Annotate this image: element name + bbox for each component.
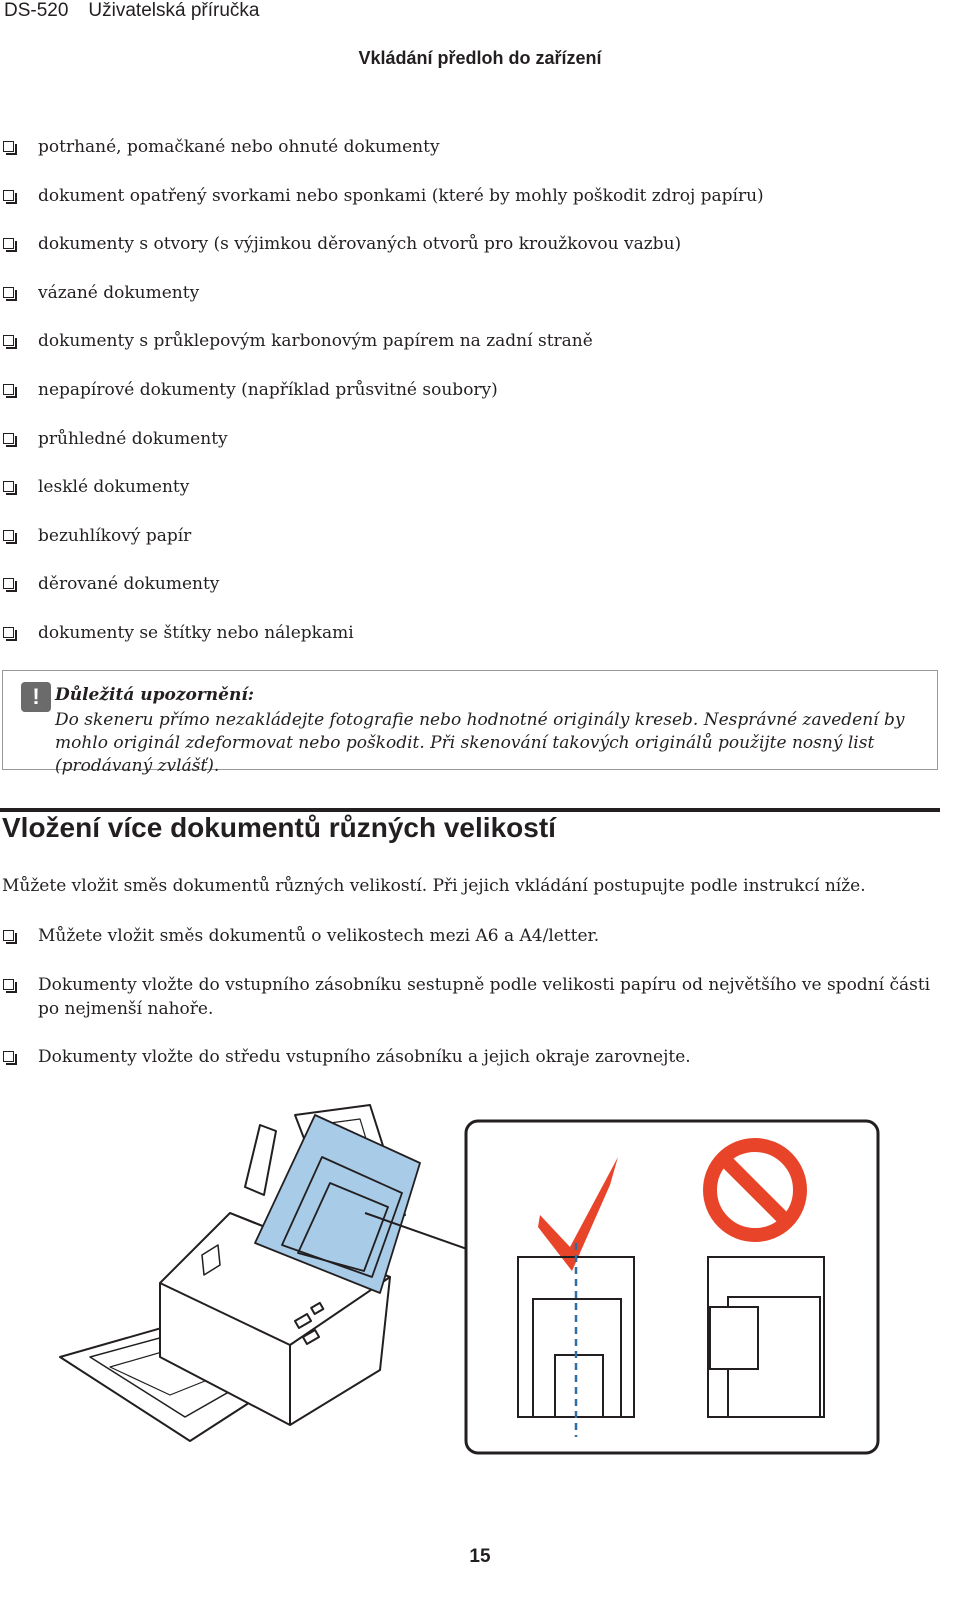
list-item-text: Můžete vložit směs dokumentů o velikostech mezi A6 a A4/letter. (38, 926, 600, 946)
list-item (0, 475, 950, 499)
list-item-text: Dokumenty vložte do středu vstupního zásobníku a jejich okraje zarovnejte. (38, 1047, 691, 1068)
header-model: DS-520 (4, 0, 69, 21)
list-item (0, 1045, 950, 1069)
section-heading: Vložení více dokumentů různých velikostí (2, 812, 556, 843)
list-item (0, 427, 950, 451)
checkbox-bullet-icon (3, 930, 14, 941)
checkbox-bullet-icon (3, 335, 14, 346)
list-item (0, 232, 950, 256)
list-item (0, 378, 950, 402)
running-header (4, 0, 279, 22)
list-item-text: nepapírové dokumenty (například průsvitné soubory) (38, 379, 498, 400)
list-item (0, 281, 950, 305)
checkbox-bullet-icon (3, 530, 14, 541)
alignment-callout (460, 1115, 885, 1460)
list-item-text: vázané dokumenty (38, 282, 200, 303)
unsupported-documents-list (0, 135, 950, 670)
list-item-text: bezuhlíkový papír (38, 525, 192, 546)
scanner-illustration (50, 1095, 470, 1465)
checkbox-bullet-icon (3, 287, 14, 298)
checkbox-bullet-icon (3, 1051, 14, 1062)
checkbox-bullet-icon (3, 433, 14, 444)
notice-body: Do skeneru přímo nezakládejte fotografie nebo hodnotné originály kreseb. Nesprávné zavedení by mohlo originál zdeformovat nebo poškodit. Při skenování takových originálů použijte nosný list (prodávaný zvlášť). (55, 710, 905, 776)
page-number: 15 (469, 1546, 491, 1567)
list-item (0, 135, 950, 159)
checkbox-bullet-icon (3, 627, 14, 638)
list-item (0, 621, 950, 645)
checkbox-bullet-icon (3, 481, 14, 492)
list-item-text: průhledné dokumenty (38, 428, 228, 449)
checkbox-bullet-icon (3, 141, 14, 152)
exclamation-icon: ! (21, 682, 51, 712)
list-item-text: potrhané, pomačkané nebo ohnuté dokumenty (38, 137, 440, 157)
section-intro: Můžete vložit směs dokumentů různých velikostí. Při jejich vkládání postupujte podle instrukcí níže. (2, 876, 866, 896)
list-item-text: dokument opatřený svorkami nebo sponkami (které by mohly poškodit zdroj papíru) (38, 185, 764, 206)
list-item-text: děrované dokumenty (38, 574, 220, 595)
header-guide: Uživatelská příručka (88, 0, 260, 21)
notice-title: Důležitá upozornění: (55, 685, 255, 705)
list-item (0, 329, 950, 353)
checkbox-bullet-icon (3, 190, 14, 201)
important-notice (2, 670, 938, 776)
checkbox-bullet-icon (3, 979, 14, 990)
checkbox-bullet-icon (3, 238, 14, 249)
list-item-text: Dokumenty vložte do vstupního zásobníku sestupně podle velikosti papíru od největšího ve spodní části po nejmenší nahoře. (38, 974, 931, 1019)
list-item (0, 973, 950, 1021)
list-item-text: lesklé dokumenty (38, 477, 190, 498)
section-title: Vkládání předloh do zařízení (358, 48, 602, 68)
list-item-text: dokumenty se štítky nebo nálepkami (38, 622, 354, 643)
list-item-text: dokumenty s průklepovým karbonovým papírem na zadní straně (38, 331, 593, 352)
checkbox-bullet-icon (3, 384, 14, 395)
list-item (0, 524, 950, 548)
list-item (0, 572, 950, 596)
list-item (0, 924, 950, 948)
checkbox-bullet-icon (3, 578, 14, 589)
mixed-sizes-list (0, 924, 950, 1069)
list-item-text: dokumenty s otvory (s výjimkou děrovaných otvorů pro kroužkovou vazbu) (38, 234, 682, 255)
list-item (0, 184, 950, 208)
